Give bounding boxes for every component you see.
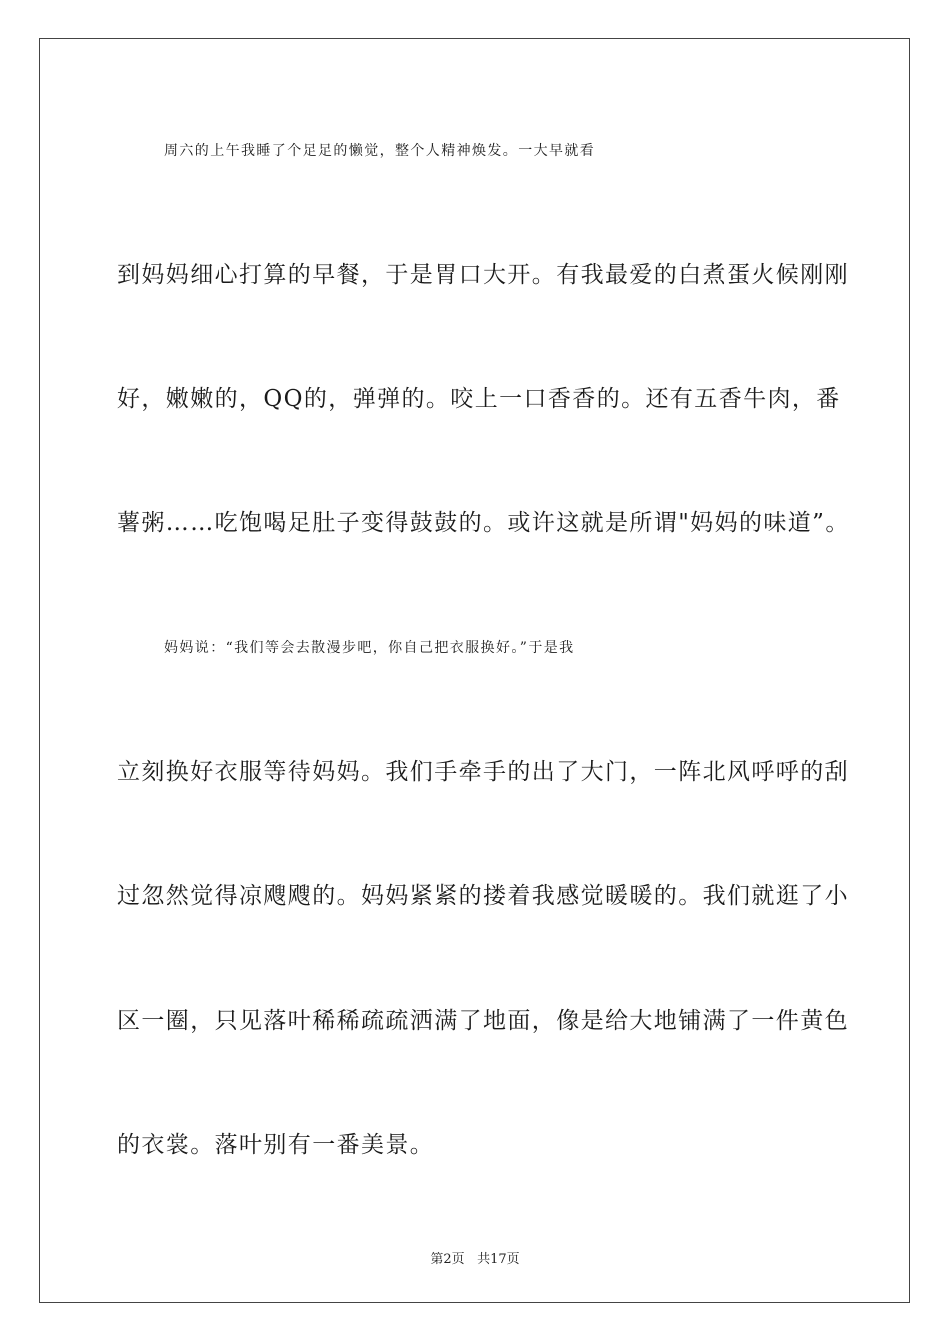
paragraph-2-line-4: 区一圈，只见落叶稀稀疏疏洒满了地面，像是给大地铺满了一件黄色 [117,1008,849,1034]
paragraph-1-line-1: 周六的上午我睡了个足足的懒觉，整个人精神焕发。一大早就看 [164,143,596,159]
paragraph-1-line-2: 到妈妈细心打算的早餐，于是胃口大开。有我最爱的白煮蛋火候刚刚 [117,262,849,288]
page-footer [0,1248,950,1267]
paragraph-2-line-5: 的衣裳。落叶别有一番美景。 [117,1132,435,1158]
paragraph-2-line-2: 立刻换好衣服等待妈妈。我们手牵手的出了大门，一阵北风呼呼的刮 [117,759,849,785]
paragraph-1-line-3: 好，嫩嫩的，QQ的，弹弹的。咬上一口香香的。还有五香牛肉，番 [117,386,841,412]
page-border [39,38,910,1303]
paragraph-2-line-1: 妈妈说：“我们等会去散漫步吧，你自己把衣服换好。”于是我 [164,640,575,656]
page-number: 第2页 [430,1252,465,1267]
paragraph-1-line-4: 薯粥……吃饱喝足肚子变得鼓鼓的。或许这就是所谓"妈妈的味道”。 [117,510,850,536]
paragraph-2-line-3: 过忽然觉得凉飕飕的。妈妈紧紧的搂着我感觉暖暖的。我们就逛了小 [117,883,849,909]
page-total: 共17页 [477,1252,520,1267]
